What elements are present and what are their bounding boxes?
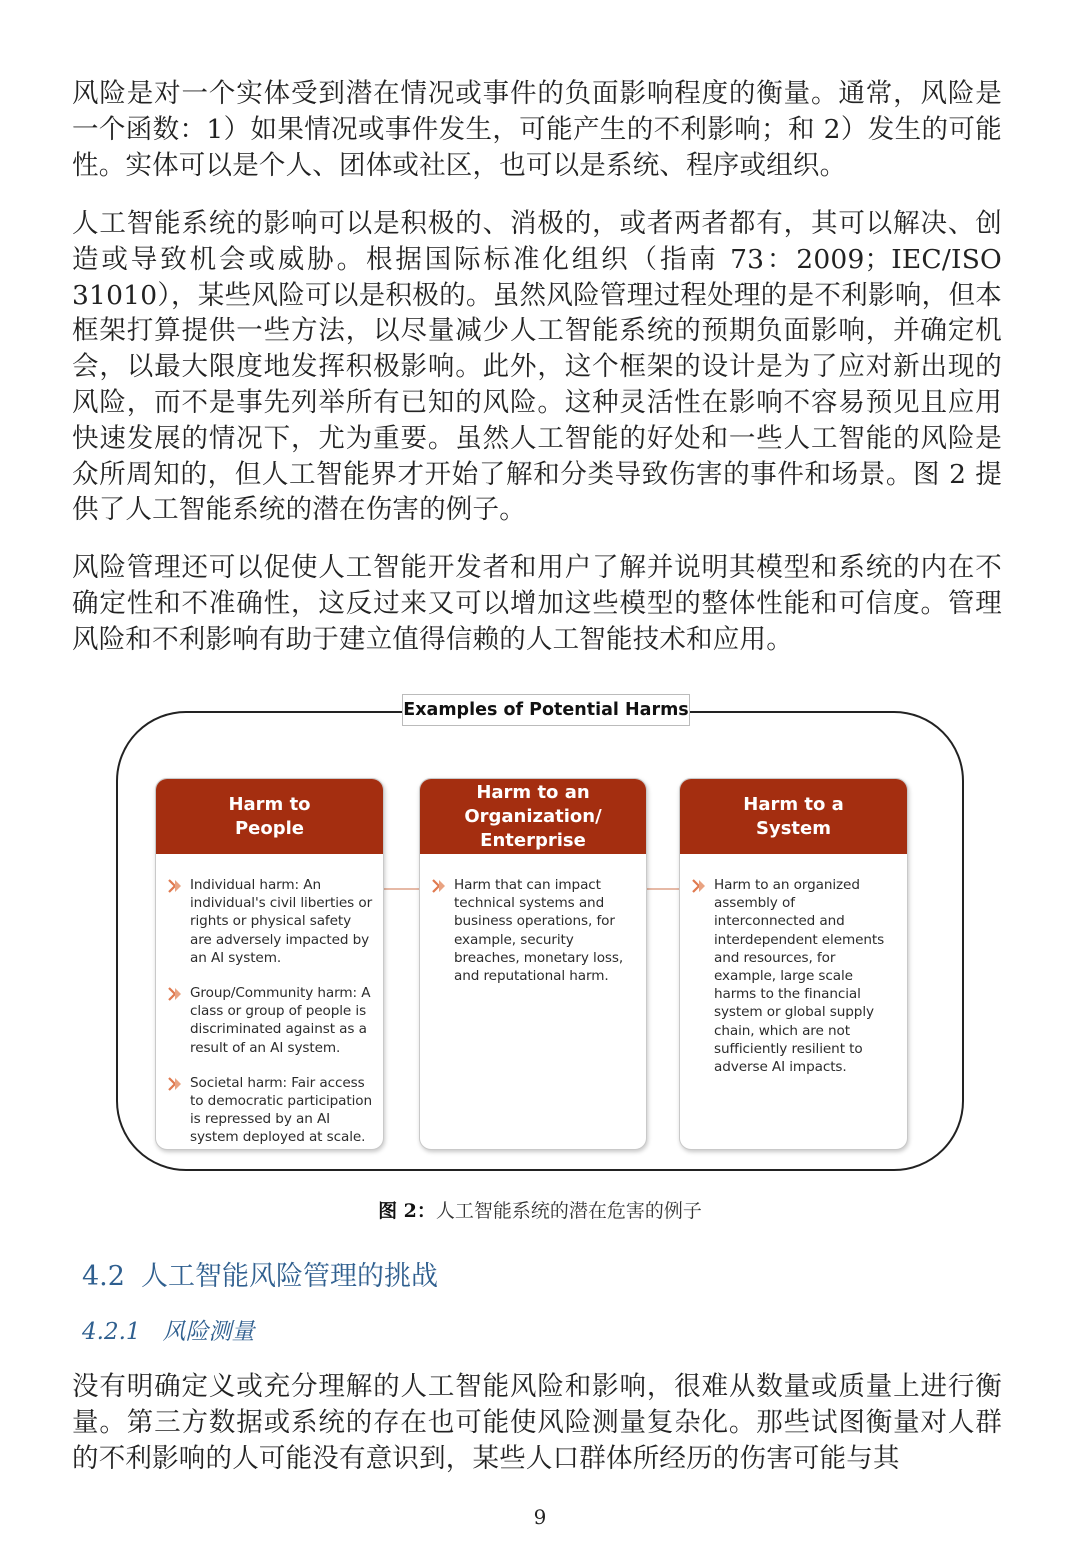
chevron-bullet-icon [166, 1076, 190, 1092]
card-connector [384, 888, 420, 890]
risk-measurement-paragraph: 没有明确定义或充分理解的人工智能风险和影响，很难从数量或质量上进行衡量。第三方数据或系统的存在也可能使风险测量复杂化。那些试图衡量对人群的不利影响的人可能没有意识到，某些人口群体所经历的伤害可能与其 [72, 1371, 1002, 1474]
subsection-title: 风险测量 [162, 1319, 255, 1345]
list-item [166, 1074, 375, 1147]
caption-text: 人工智能系统的潜在危害的例子 [435, 1200, 702, 1222]
card-title: Harm to a System [743, 793, 844, 839]
list-item [430, 876, 638, 985]
card-title: Harm to People [228, 793, 311, 839]
caption-label: 图 2： [378, 1200, 436, 1222]
chevron-bullet-icon [166, 878, 190, 894]
subsection-heading [82, 1313, 255, 1346]
card-header [420, 779, 646, 854]
section-number: 4.2 [82, 1261, 125, 1292]
card-connector [646, 888, 680, 890]
chevron-bullet-icon [430, 878, 454, 894]
figure-title: Examples of Potential Harms [402, 694, 690, 726]
harm-card-people [155, 778, 384, 1150]
card-header [680, 779, 907, 854]
harm-card-system [679, 778, 908, 1150]
list-item [690, 876, 899, 1076]
card-header [156, 779, 383, 854]
risk-management-paragraph: 风险管理还可以促使人工智能开发者和用户了解并说明其模型和系统的内在不确定性和不准确性，这反过来又可以增加这些模型的整体性能和可信度。管理风险和不利影响有助于建立值得信赖的人工智能技术和应用。 [72, 552, 1002, 655]
list-item [166, 876, 375, 967]
subsection-number: 4.2.1 [82, 1319, 141, 1345]
item-text: Societal harm: Fair access to democratic participation is repressed by an AI system deployed at scale. [190, 1074, 373, 1146]
item-text: Harm that can impact technical systems and business operations, for example, security breaches, monetary loss, and reputational harm. [454, 877, 624, 985]
item-text: Harm to an organized assembly of interconnected and interdependent elements and resources, for example, large scale harms to the financial system or global supply chain, which are not sufficiently resilient to adverse AI impacts. [714, 877, 885, 1076]
item-text: Group/Community harm: A class or group of people is discriminated against as a result of an AI system. [190, 985, 371, 1056]
figure-caption [0, 1196, 1080, 1223]
section-title: 人工智能风险管理的挑战 [140, 1261, 438, 1292]
ai-impact-paragraph: 人工智能系统的影响可以是积极的、消极的，或者两者都有，其可以解决、创造或导致机会或威胁。根据国际标准化组织（指南 73：2009；IEC/ISO 31010），某些风险可以是积极的。虽然风险管理过程处理的是不利影响，但本框架打算提供一些方法，以尽量减少人工智能系统的预期负面影响，并确定机会，以最大限度地发挥积极影响。此外，这个框架的设计是为了应对新出现的风险，而不是事先列举所有已知的风险。这种灵活性在影响不容易预见且应用快速发展的情况下，尤为重要。虽然人工智能的好处和一些人工智能的风险是众所周知的，但人工智能界才开始了解和分类导致伤害的事件和场景。图 2 提供了人工智能系统的潜在伤害的例子。 [72, 208, 1002, 526]
harm-card-organization [419, 778, 647, 1150]
page-number: 9 [533, 1505, 547, 1529]
chevron-bullet-icon [690, 878, 714, 894]
card-title: Harm to an Organization/ Enterprise [464, 781, 602, 851]
item-text: Individual harm: An individual's civil liberties or rights or physical safety are adversely impacted by an AI system. [190, 877, 373, 966]
intro-paragraph: 风险是对一个实体受到潜在情况或事件的负面影响程度的衡量。通常，风险是一个函数：1）如果情况或事件发生，可能产生的不利影响；和 2）发生的可能性。实体可以是个人、团体或社区，也可以是系统、程序或组织。 [72, 78, 1002, 181]
list-item [166, 984, 375, 1057]
chevron-bullet-icon [166, 986, 190, 1002]
section-heading [82, 1254, 438, 1293]
